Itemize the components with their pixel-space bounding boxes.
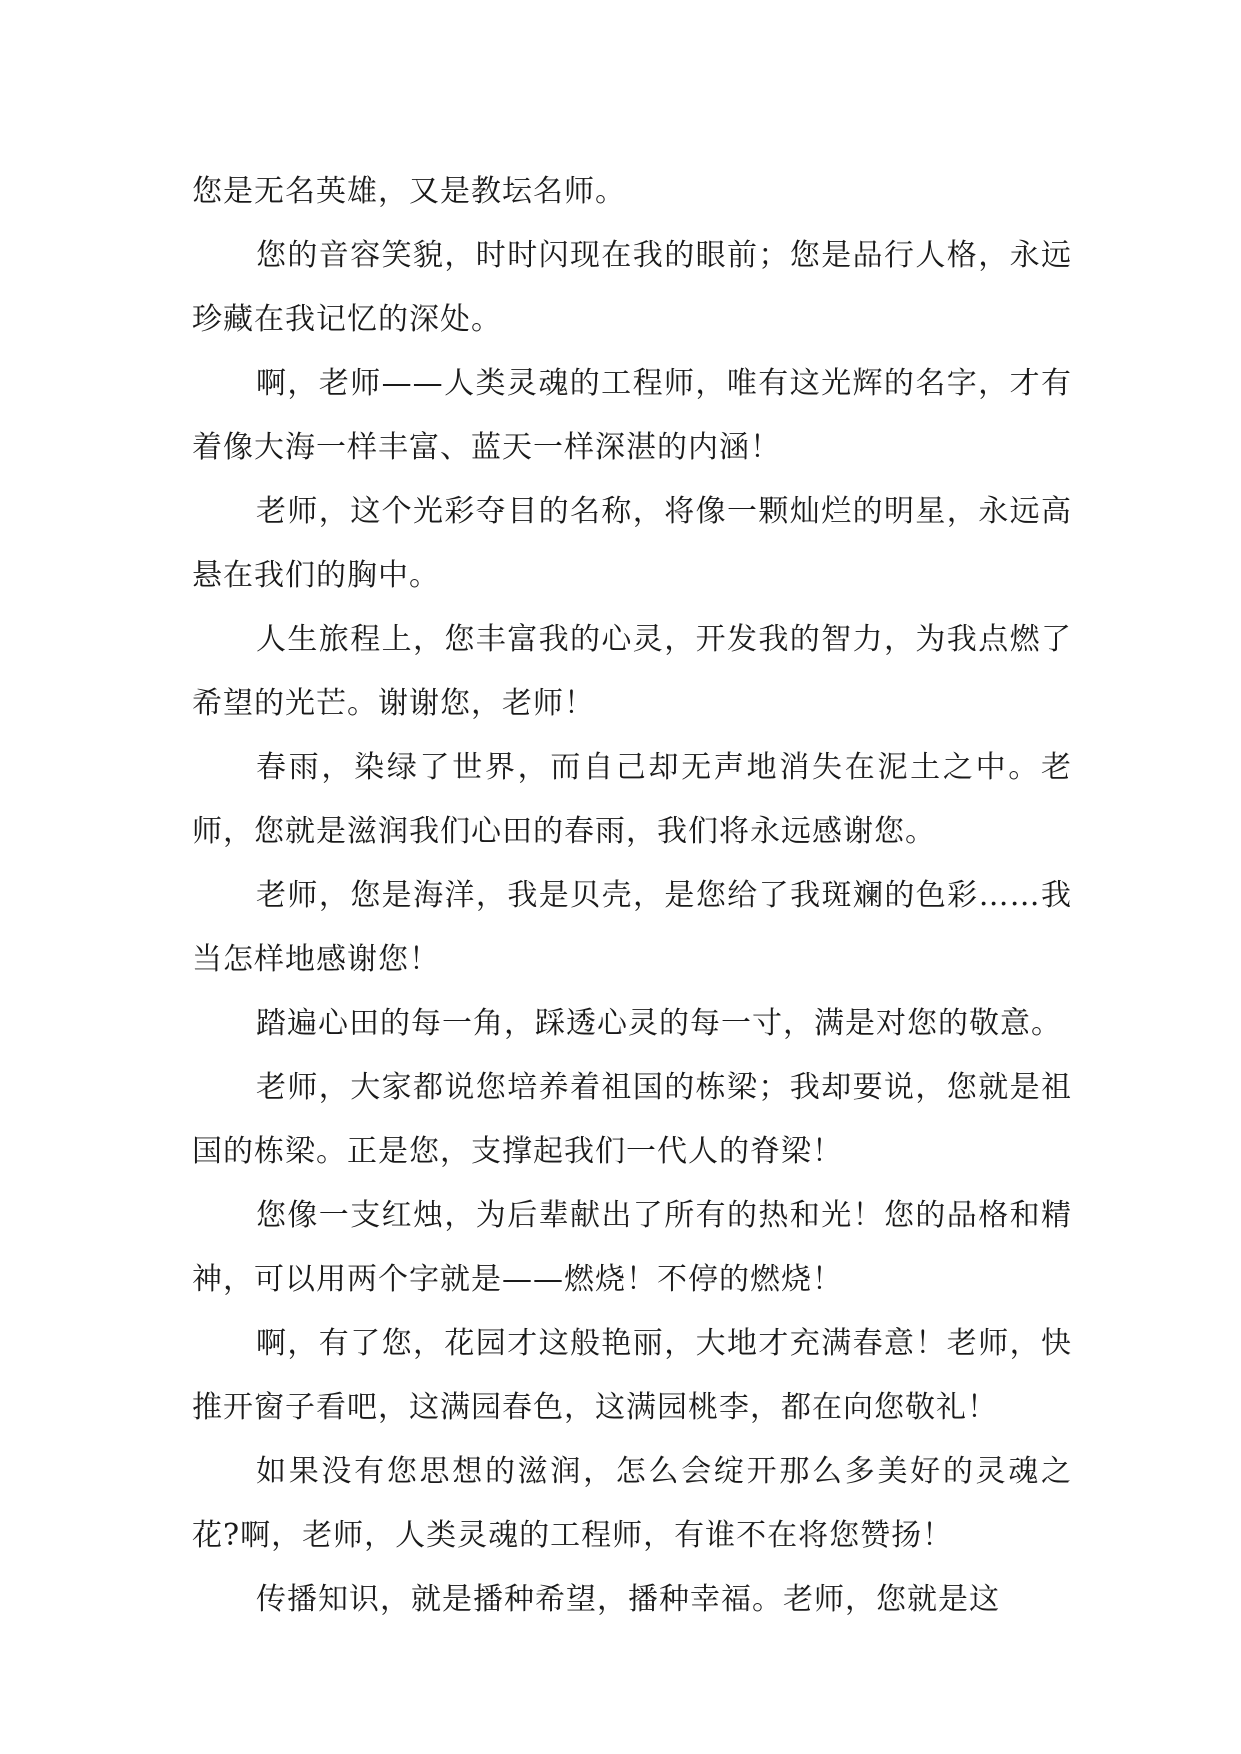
paragraph-11: 啊，有了您，花园才这般艳丽，大地才充满春意！老师，快推开窗子看吧，这满园春色，这满园桃李，都在向您敬礼！ xyxy=(192,1326,1072,1425)
paragraph-6: 春雨，染绿了世界，而自己却无声地消失在泥土之中。老师，您就是滋润我们心田的春雨，我们将永远感谢您。 xyxy=(192,750,1072,849)
paragraph-3: 啊，老师——人类灵魂的工程师，唯有这光辉的名字，才有着像大海一样丰富、蓝天一样深湛的内涵！ xyxy=(192,366,1072,465)
paragraph-5: 人生旅程上，您丰富我的心灵，开发我的智力，为我点燃了希望的光芒。谢谢您，老师！ xyxy=(192,622,1072,721)
paragraph-8: 踏遍心田的每一角，踩透心灵的每一寸，满是对您的敬意。 xyxy=(256,1006,1062,1041)
document-body xyxy=(192,160,1072,1632)
paragraph-7: 老师，您是海洋，我是贝壳，是您给了我斑斓的色彩……我当怎样地感谢您！ xyxy=(192,878,1072,977)
paragraph-9: 老师，大家都说您培养着祖国的栋梁；我却要说，您就是祖国的栋梁。正是您，支撑起我们一代人的脊梁！ xyxy=(192,1070,1072,1169)
paragraph-13: 传播知识，就是播种希望，播种幸福。老师，您就是这 xyxy=(256,1582,1000,1617)
paragraph-2: 您的音容笑貌，时时闪现在我的眼前；您是品行人格，永远珍藏在我记忆的深处。 xyxy=(192,238,1072,337)
paragraph-1: 您是无名英雄，又是教坛名师。 xyxy=(192,174,626,209)
paragraph-10: 您像一支红烛，为后辈献出了所有的热和光！您的品格和精神，可以用两个字就是——燃烧！不停的燃烧！ xyxy=(192,1198,1072,1297)
paragraph-12: 如果没有您思想的滋润，怎么会绽开那么多美好的灵魂之花?啊，老师，人类灵魂的工程师，有谁不在将您赞扬！ xyxy=(192,1454,1072,1553)
paragraph-4: 老师，这个光彩夺目的名称，将像一颗灿烂的明星，永远高悬在我们的胸中。 xyxy=(192,494,1072,593)
